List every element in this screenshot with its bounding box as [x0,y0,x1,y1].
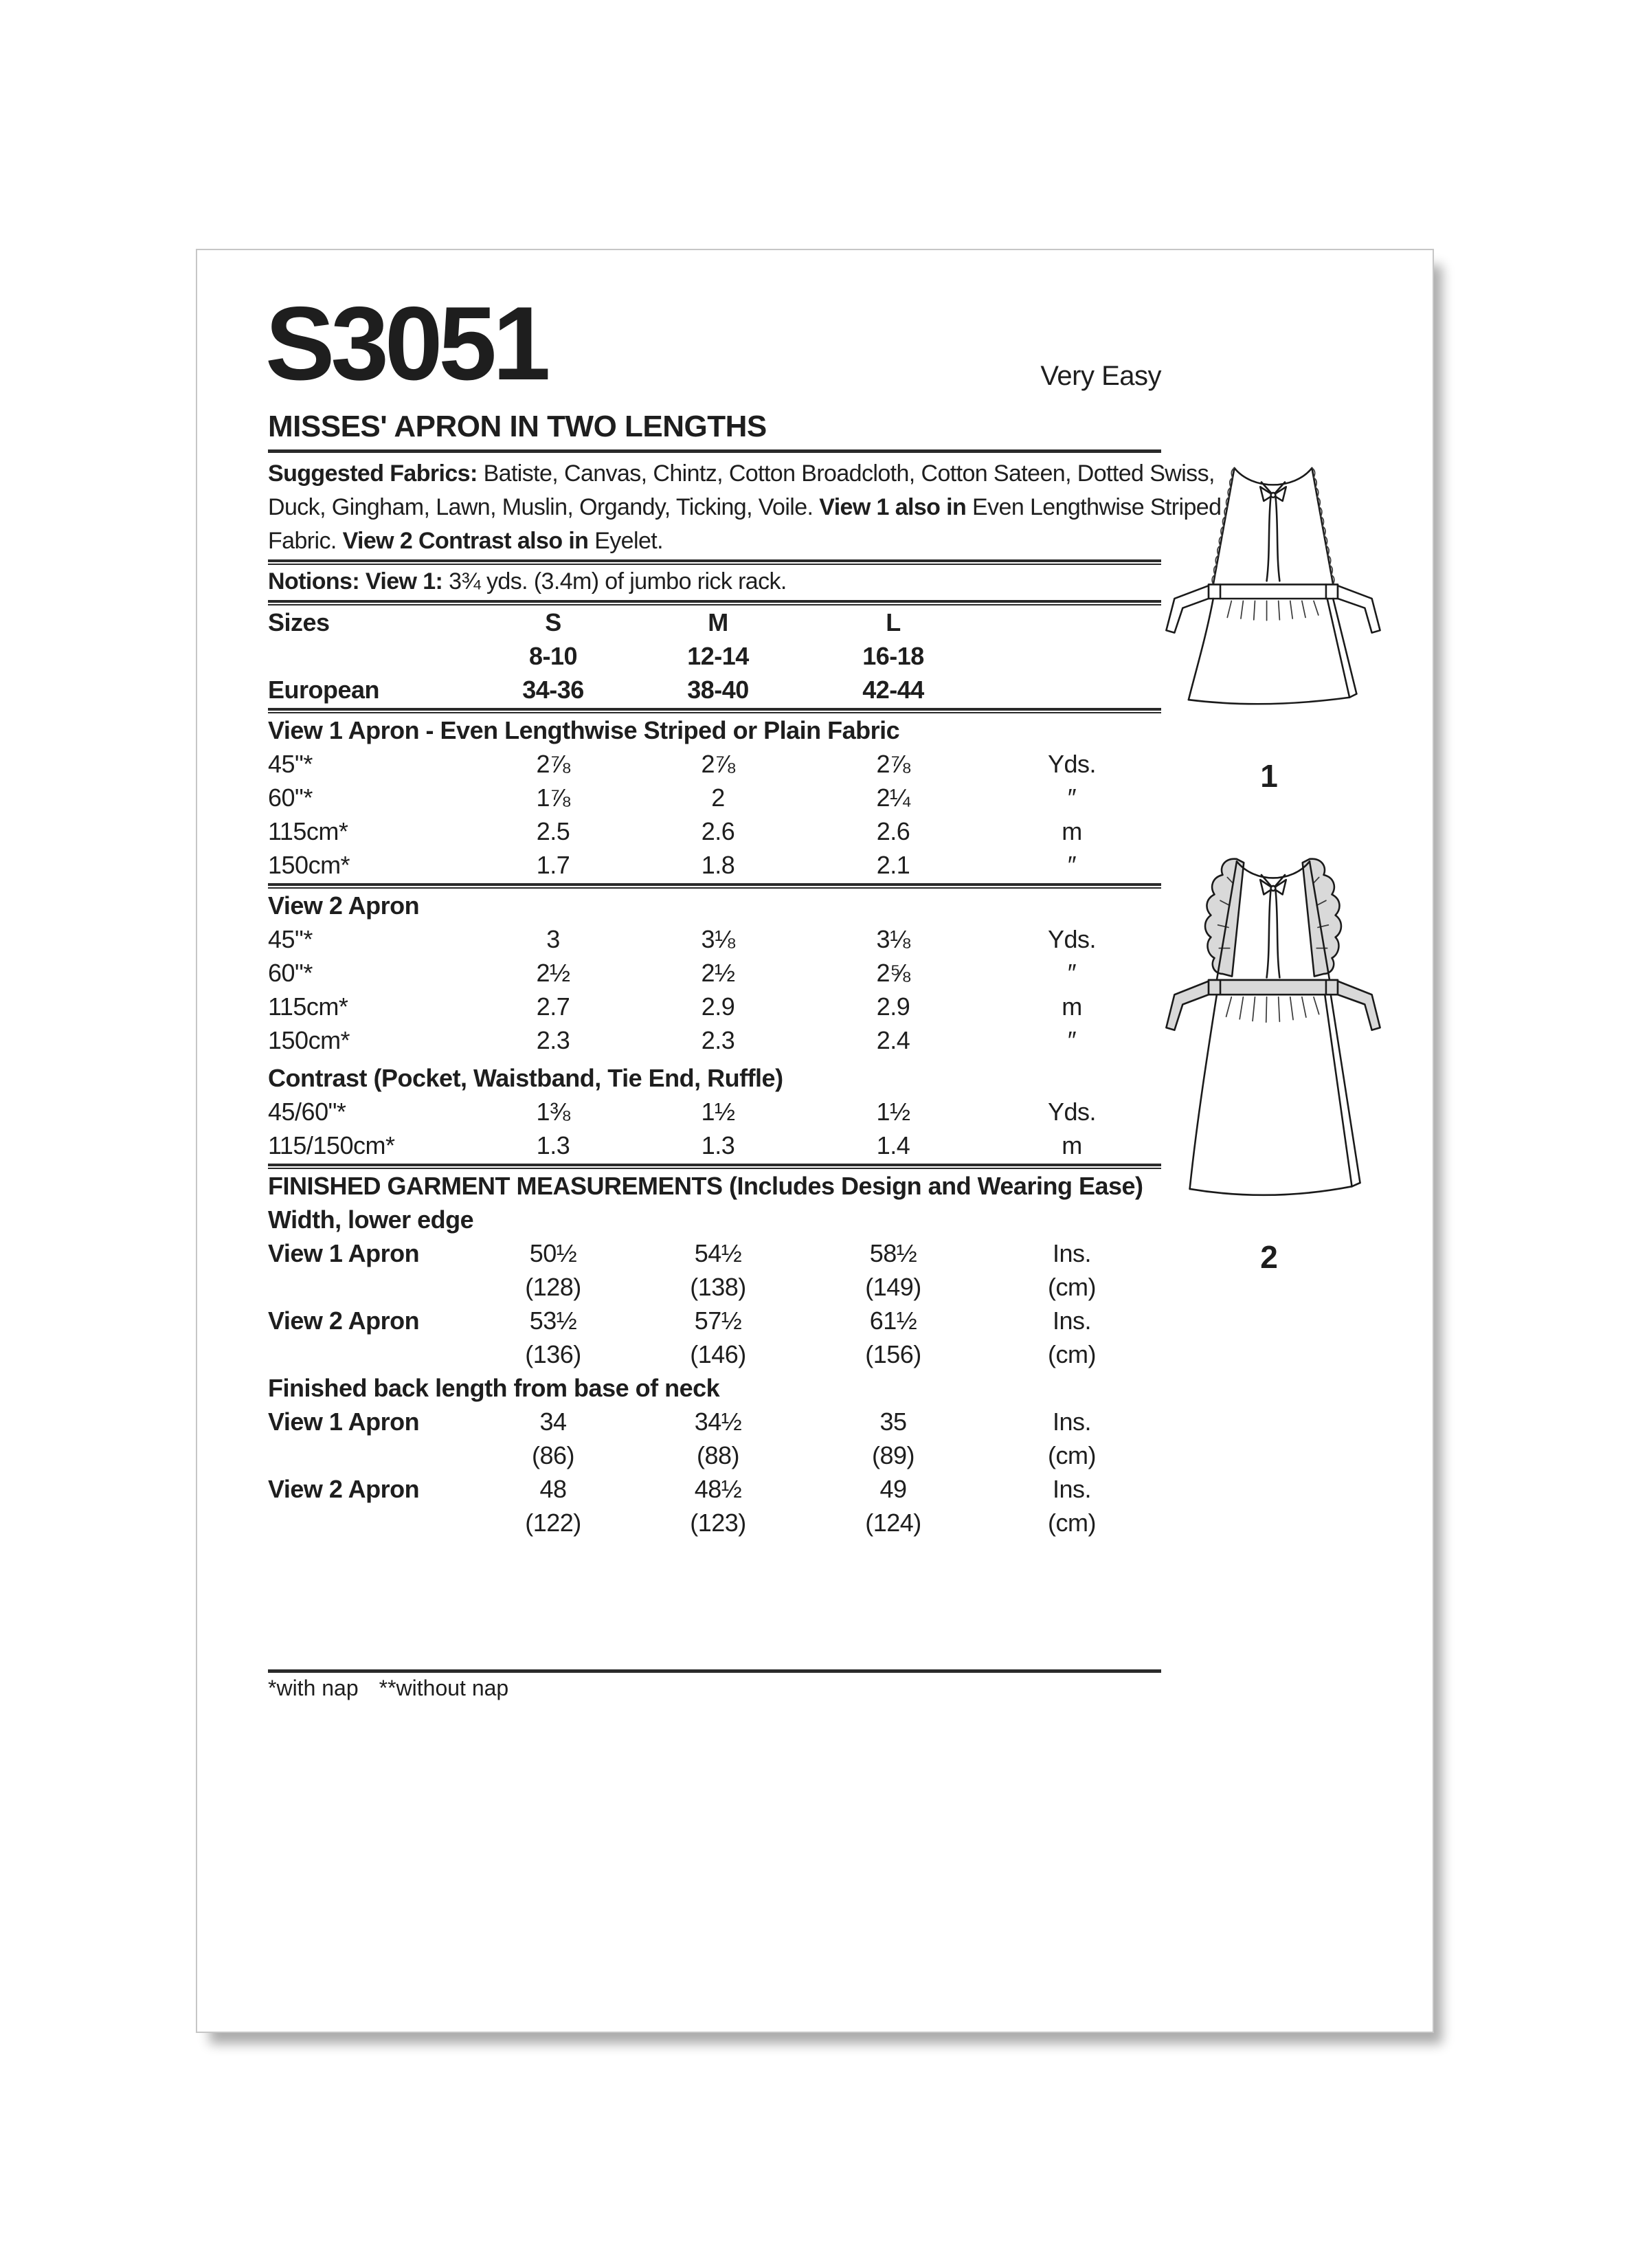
contrast-yardage-table [268,1095,1161,1162]
table-row [268,990,1161,1023]
cell-value: 49 [879,1475,907,1503]
row-label: 60"* [268,959,313,987]
row-label: 60"* [268,783,313,812]
text-run: View 2 Contrast also in [342,528,595,554]
text-run: Duck, Gingham, Lawn, Muslin, Organdy, Ticking, Voile. [268,494,820,520]
view2-yardage-table [268,922,1161,1057]
section-rule [268,559,1161,565]
row-label: 45"* [268,925,313,953]
text-run: 3¾ yds. (3.4m) of jumbo rick rack. [449,568,787,594]
cell-value: 3⅛ [876,925,910,953]
table-row [268,639,1161,673]
title-rule [268,449,1161,453]
cell-value: (89) [871,1441,915,1469]
cell-value: 2.4 [876,1026,910,1054]
text-run: Even Lengthwise Striped [972,494,1222,520]
cell-value: 2¼ [876,783,910,812]
cell-value: 2⅞ [536,750,570,778]
table-row [268,814,1161,848]
cell-value: 2½ [536,959,570,987]
unit-cell: Yds. [1047,925,1097,953]
back-length-table [268,1405,1161,1539]
table-row [268,922,1161,956]
text-run: View 1 also in [819,494,973,520]
cell-value: 57½ [694,1307,742,1335]
cell-value: 1.4 [876,1131,910,1159]
cell-value: 61½ [869,1307,917,1335]
text-line [268,565,1161,599]
row-label: View 1 Apron [268,1239,420,1267]
cell-value: 42-44 [862,676,924,704]
skirt [1190,994,1360,1195]
row-label: View 1 Apron [268,1408,420,1436]
cell-value: 58½ [869,1239,917,1267]
cell-value: 1½ [701,1098,735,1126]
cell-value: 53½ [529,1307,577,1335]
shoulder-ruffles [1205,859,1341,977]
pattern-envelope-page [196,249,1434,2033]
cell-value: 34½ [694,1408,742,1436]
pattern-number: S3051 [265,285,547,402]
table-row [268,848,1161,882]
cell-value: (86) [531,1441,575,1469]
unit-cell: m [1062,817,1082,845]
table-row [268,1405,1161,1438]
cell-value: 1.3 [536,1131,570,1159]
cell-value: 2½ [701,959,735,987]
cell-value: 2.1 [876,851,910,879]
suggested-fabrics-paragraph [268,457,1222,558]
cell-value: 1½ [876,1098,910,1126]
cell-value: 8-10 [528,642,578,670]
section-rule [268,1164,1161,1169]
table-row [268,1472,1161,1506]
neck-bow [1260,875,1286,977]
row-label: 150cm* [268,851,350,879]
view-2-apron-illustration [1156,853,1382,1210]
table-row [268,1506,1161,1539]
unit-cell: ″ [1067,851,1077,879]
row-label: 150cm* [268,1026,350,1054]
cell-value: 2.6 [876,817,910,845]
unit-cell: ″ [1067,959,1077,987]
finished-measurements-heading: FINISHED GARMENT MEASUREMENTS (Includes Design and Wearing Ease) [268,1172,1143,1200]
unit-cell: (cm) [1048,1340,1096,1368]
section-rule [268,883,1161,889]
cell-value: 16-18 [862,642,924,670]
cell-value: 2.3 [536,1026,570,1054]
row-label [268,639,474,673]
section-rule [268,600,1161,605]
cell-value: 2.5 [536,817,570,845]
cell-value: 34 [539,1408,567,1436]
table-row [268,956,1161,990]
row-label [268,1270,474,1304]
view-2-label: 2 [1260,1239,1278,1275]
text-run: Batiste, Canvas, Chintz, Cotton Broadcloth, Cotton Sateen, Dotted Swiss, [483,460,1215,487]
cell-value: M [708,608,728,636]
table-row [268,747,1161,781]
row-label [268,1337,474,1371]
page-header [265,285,1161,402]
unit-cell: ″ [1067,783,1077,812]
cell-value: 1.3 [701,1131,735,1159]
table-row [268,1236,1161,1270]
cell-value: 2 [711,783,725,812]
unit-cell: (cm) [1048,1441,1096,1469]
table-row [268,605,1161,639]
notions-paragraph [268,565,1161,599]
unit-cell [983,605,1161,639]
cell-value: (138) [690,1273,746,1301]
waistband [1209,584,1338,599]
cell-value: 2.3 [701,1026,735,1054]
view1-yardage-table [268,747,1161,882]
cell-value: 2.7 [536,992,570,1021]
unit-cell [983,639,1161,673]
cell-value: 2.9 [876,992,910,1021]
cell-value: 34-36 [522,676,584,704]
cell-value: (124) [865,1509,921,1537]
cell-value: 38-40 [687,676,749,704]
unit-cell: Ins. [1052,1475,1092,1503]
unit-cell: Ins. [1052,1239,1092,1267]
cell-value: 1.8 [701,851,735,879]
cell-value: 12-14 [687,642,749,670]
cell-value: 2.9 [701,992,735,1021]
spacer [268,1539,1161,1669]
view-1-label: 1 [1260,758,1278,794]
cell-value: (136) [525,1340,581,1368]
text-line [268,491,1222,524]
neck-bow [1260,482,1286,581]
cell-value: (128) [525,1273,581,1301]
footnote [268,1673,1161,1703]
row-label: View 2 Apron [268,1307,420,1335]
cell-value: 48½ [694,1475,742,1503]
width-lower-edge-heading: Width, lower edge [268,1205,474,1234]
waistband [1209,980,1338,994]
unit-cell: m [1062,992,1082,1021]
text-column [265,285,1222,1703]
table-row [268,1270,1161,1304]
view2-yardage-heading: View 2 Apron [268,891,420,920]
footnote-without-nap: **without nap [379,1676,509,1700]
row-label [268,1506,474,1539]
text-line [268,457,1215,491]
row-label: 115cm* [268,992,348,1021]
table-row [268,1438,1161,1472]
unit-cell: m [1062,1131,1082,1159]
skirt [1189,599,1357,704]
table-row [268,673,1161,707]
back-length-heading: Finished back length from base of neck [268,1374,720,1402]
cell-value: (88) [696,1441,740,1469]
table-row [268,781,1161,814]
cell-value: 1.7 [536,851,570,879]
text-run: Fabric. [268,528,343,554]
row-label [268,1438,474,1472]
cell-value: (156) [865,1340,921,1368]
section-rule [268,708,1161,713]
row-label: 115/150cm* [268,1131,395,1159]
text-run: Notions: View 1: [268,568,449,594]
size-table [268,605,1161,707]
unit-cell: Ins. [1052,1408,1092,1436]
difficulty-label: Very Easy [1040,361,1161,391]
view-1-apron-illustration [1156,460,1382,713]
cell-value: 2⅝ [876,959,910,987]
cell-value: 3 [546,925,560,953]
row-label: 45/60"* [268,1098,346,1126]
unit-cell: (cm) [1048,1273,1096,1301]
cell-value: L [886,608,901,636]
cell-value: 50½ [529,1239,577,1267]
cell-value: (146) [690,1340,746,1368]
text-run: Suggested Fabrics: [268,460,484,487]
cell-value: (149) [865,1273,921,1301]
footnote-with-nap: *with nap [268,1676,359,1700]
table-row [268,1337,1161,1371]
table-row [268,1129,1161,1162]
row-label: View 2 Apron [268,1475,420,1503]
page-title: MISSES' APRON IN TWO LENGTHS [268,410,767,443]
cell-value: (122) [525,1509,581,1537]
row-label: 45"* [268,750,313,778]
cell-value: 48 [539,1475,567,1503]
cell-value: 2⅞ [701,750,735,778]
cell-value: 1⅜ [536,1098,570,1126]
cell-value: 3⅛ [701,925,735,953]
cell-value: 1⅞ [536,783,570,812]
cell-value: S [545,608,561,636]
row-label: Sizes [268,608,330,636]
cell-value: 35 [879,1408,907,1436]
unit-cell: Ins. [1052,1307,1092,1335]
unit-cell: Yds. [1047,750,1097,778]
row-label: European [268,676,380,704]
cell-value: 2⅞ [876,750,910,778]
unit-cell: ″ [1067,1026,1077,1054]
bib [1213,468,1333,584]
unit-cell: (cm) [1048,1509,1096,1537]
cell-value: 2.6 [701,817,735,845]
text-run: Eyelet. [594,528,663,554]
cell-value: (123) [690,1509,746,1537]
width-measurements-table [268,1236,1161,1371]
cell-value: 54½ [694,1239,742,1267]
unit-cell [983,673,1161,707]
view1-yardage-heading: View 1 Apron - Even Lengthwise Striped or Plain Fabric [268,716,900,744]
unit-cell: Yds. [1047,1098,1097,1126]
text-line [268,524,1161,558]
table-row [268,1023,1161,1057]
contrast-heading: Contrast (Pocket, Waistband, Tie End, Ruffle) [268,1064,783,1092]
row-label: 115cm* [268,817,348,845]
table-row [268,1095,1161,1129]
table-row [268,1304,1161,1337]
